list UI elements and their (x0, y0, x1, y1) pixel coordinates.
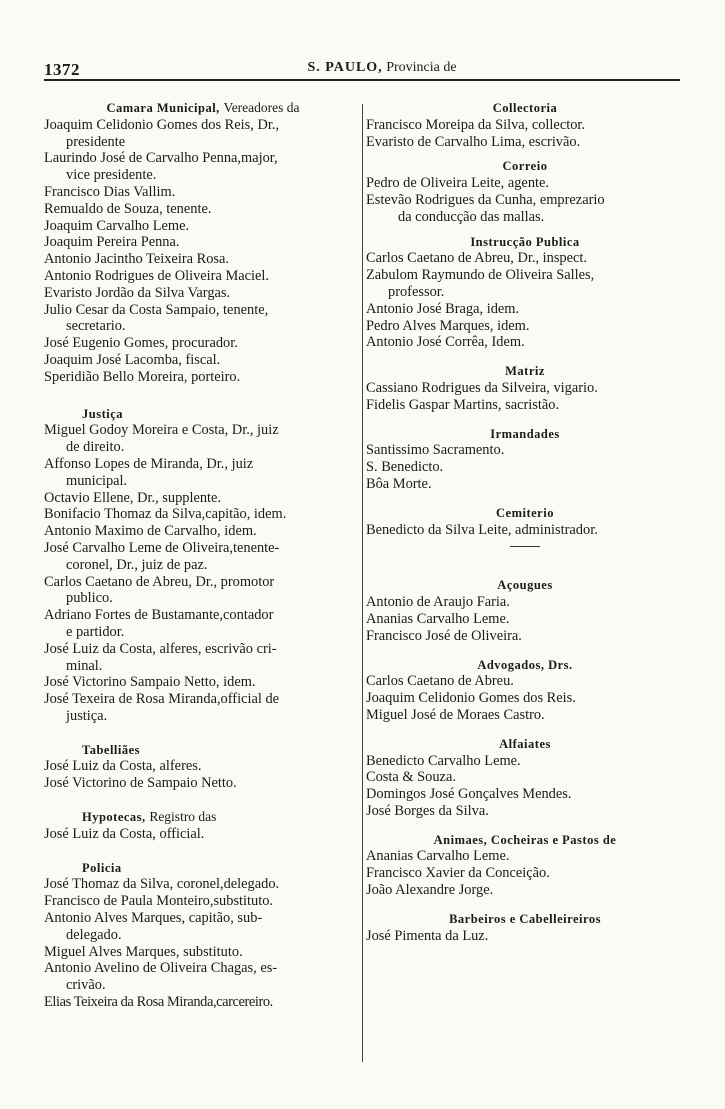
entry: José Pimenta da Luz. (366, 927, 489, 944)
entry: Francisco José de Oliveira. (366, 627, 522, 644)
entry: José Thomaz da Silva, coronel,delegado. (44, 876, 280, 893)
section-heading-collectoria: Collectoria (492, 101, 558, 115)
entry: Francisco Moreipa da Silva, collector. (366, 116, 585, 133)
entry: José Texeira de Rosa Miranda,official de (44, 691, 280, 708)
entry: Miguel José de Moraes Castro. (366, 706, 545, 723)
entry: Antonio Maximo de Carvalho, idem. (44, 523, 257, 540)
entry: Antonio Avelino de Oliveira Chagas, es- (44, 960, 278, 977)
entry: Miguel Alves Marques, substituto. (44, 943, 243, 960)
entry-continuation: publico. (66, 590, 113, 607)
entry: Joaquim Celidonio Gomes dos Reis. (366, 690, 576, 707)
section-heading-tabelliaes: Tabelliães (82, 742, 141, 757)
section-heading-hypotecas: Hypotecas, Registro das (82, 809, 217, 825)
entry: Domingos José Gonçalves Mendes. (366, 786, 572, 803)
entry: Antonio José Braga, idem. (366, 300, 520, 317)
entry: Antonio Alves Marques, capitão, sub- (44, 910, 263, 927)
section-heading-acougues: Açougues (497, 578, 553, 593)
entry-continuation: crivão. (66, 977, 106, 994)
entry: José Carvalho Leme de Oliveira,tenente- (44, 539, 280, 556)
page-number: 1372 (44, 60, 80, 79)
entry: Fidelis Gaspar Martins, sacristão. (366, 396, 560, 413)
column-divider (362, 104, 363, 1062)
entry: Estevão Rodrigues da Cunha, emprezario (366, 191, 605, 208)
section-heading-instruccao: Instrucção Publica (470, 234, 580, 249)
entry: Carlos Caetano de Abreu, Dr., promotor (44, 573, 275, 590)
entry-continuation: vice presidente. (66, 167, 157, 184)
entry: José Luiz da Costa, official. (44, 825, 205, 842)
entry: Antonio José Corrêa, Idem. (366, 334, 525, 351)
entry: Elias Teixeira da Rosa Miranda,carcereiro. (44, 994, 273, 1011)
page-title: S. PAULO, Provincia de (307, 60, 457, 75)
entry: S. Benedicto. (366, 459, 444, 476)
section-heading-barbeiros: Barbeiros e Cabelleireiros (449, 911, 601, 926)
entry-continuation: de direito. (66, 439, 125, 456)
entry: Affonso Lopes de Miranda, Dr., juiz (44, 455, 254, 472)
entry: Pedro de Oliveira Leite, agente. (366, 175, 550, 192)
entry: Cassiano Rodrigues da Silveira, vigario. (366, 379, 598, 396)
entry: Bonifacio Thomaz da Silva,capitão, idem. (44, 506, 287, 523)
header-rule (44, 79, 680, 81)
entry: Zabulom Raymundo de Oliveira Salles, (366, 267, 595, 284)
section-heading-irmandades: Irmandades (490, 426, 560, 441)
section-heading-advogados: Advogados, Drs. (477, 657, 573, 672)
entry-continuation: minal. (66, 657, 103, 674)
entry: Antonio de Araujo Faria. (366, 594, 510, 611)
entry: Costa & Souza. (366, 769, 456, 786)
section-heading-policia: Policia (82, 860, 122, 875)
entry: Francisco de Paula Monteiro,substituto. (44, 893, 274, 910)
entry: Francisco Xavier da Conceição. (366, 865, 550, 882)
entry: José Victorino Sampaio Netto, idem. (44, 674, 256, 691)
entry: Ananias Carvalho Leme. (366, 848, 510, 865)
entry-continuation: municipal. (66, 472, 128, 489)
entry: Miguel Godoy Moreira e Costa, Dr., juiz (44, 422, 279, 439)
entry-continuation: professor. (388, 283, 445, 300)
entry: Pedro Alves Marques, idem. (366, 317, 530, 334)
entry: Evaristo Jordão da Silva Vargas. (44, 284, 231, 301)
entry: Adriano Fortes de Bustamante,contador (44, 607, 274, 624)
entry-continuation: da conducção das mallas. (398, 208, 545, 225)
section-heading-camara: Camara Municipal, Vereadores da (106, 100, 300, 115)
entry: José Eugenio Gomes, procurador. (44, 335, 238, 352)
entry: Santissimo Sacramento. (366, 442, 505, 459)
entry: Francisco Dias Vallim. (44, 183, 176, 200)
section-heading-animaes: Animaes, Cocheiras e Pastos de (433, 832, 617, 847)
section-separator (510, 546, 540, 547)
entry: Julio Cesar da Costa Sampaio, tenente, (44, 301, 269, 318)
entry: Benedicto Carvalho Leme. (366, 752, 521, 769)
entry: Remualdo de Souza, tenente. (44, 200, 212, 217)
entry: José Victorino de Sampaio Netto. (44, 775, 237, 792)
entry: Bôa Morte. (366, 475, 432, 492)
entry: Joaquim Pereira Penna. (44, 234, 180, 251)
entry-continuation: coronel, Dr., juiz de paz. (66, 556, 208, 573)
entry: Joaquim Celidonio Gomes dos Reis, Dr., (44, 116, 280, 133)
entry: Joaquim José Lacomba, fiscal. (44, 351, 221, 368)
entry-continuation: delegado. (66, 926, 122, 943)
entry: José Luiz da Costa, alferes, escrivão cri- (44, 640, 277, 657)
entry: Speridião Bello Moreira, porteiro. (44, 368, 241, 385)
entry: José Borges da Silva. (366, 802, 489, 819)
entry: Evaristo de Carvalho Lima, escrivão. (366, 133, 581, 150)
section-heading-matriz: Matriz (505, 364, 545, 379)
entry: Octavio Ellene, Dr., supplente. (44, 489, 222, 506)
section-heading-correio: Correio (502, 159, 548, 174)
entry: José Luiz da Costa, alferes. (44, 758, 202, 775)
entry: Antonio Jacintho Teixeira Rosa. (44, 251, 229, 268)
section-heading-alfaiates: Alfaiates (499, 736, 551, 751)
entry: Benedicto da Silva Leite, administrador. (366, 521, 598, 538)
entry: Carlos Caetano de Abreu, Dr., inspect. (366, 250, 588, 267)
entry: Joaquim Carvalho Leme. (44, 217, 190, 234)
entry-continuation: presidente (66, 133, 126, 150)
entry: João Alexandre Jorge. (366, 882, 494, 899)
entry-continuation: justiça. (66, 707, 108, 724)
right-column (366, 100, 684, 944)
entry: Laurindo José de Carvalho Penna,major, (44, 150, 278, 167)
entry-continuation: e partidor. (66, 623, 125, 640)
entry: Carlos Caetano de Abreu. (366, 673, 514, 690)
entry: Antonio Rodrigues de Oliveira Maciel. (44, 267, 270, 284)
entry-continuation: secretario. (66, 318, 126, 335)
entry: Ananias Carvalho Leme. (366, 610, 510, 627)
section-heading-justica: Justiça (82, 406, 123, 421)
section-heading-cemiterio: Cemiterio (496, 505, 554, 520)
left-column (44, 100, 362, 1011)
